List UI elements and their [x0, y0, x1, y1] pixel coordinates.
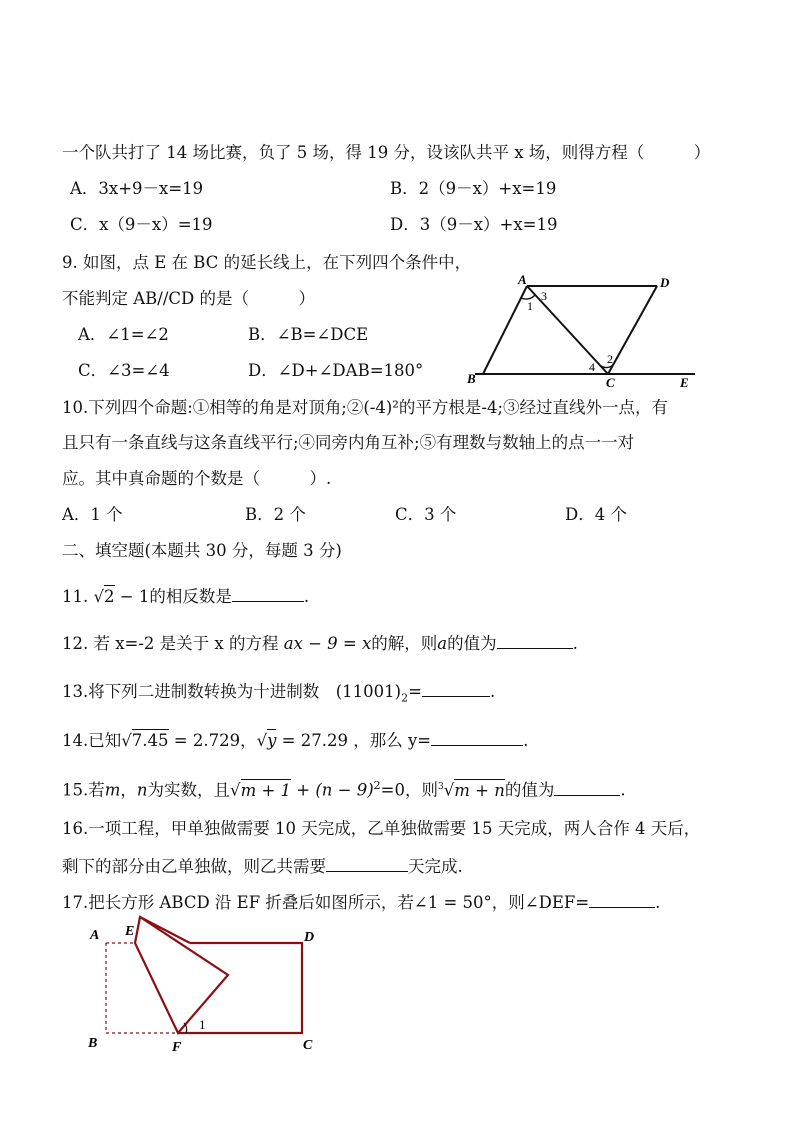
q13-base: 2: [401, 691, 409, 705]
q11-text: − 1的相反数是: [114, 587, 232, 606]
q13-pre: 13.将下列二进制数转换为十进制数: [62, 682, 336, 701]
q14-eq1: = 2.729，: [168, 731, 257, 750]
q11-number: 11.: [62, 587, 89, 606]
q9-angle-1: 1: [527, 299, 533, 313]
sqrt-symbol: √: [93, 587, 105, 606]
q15-post: 的值为: [504, 780, 555, 800]
q15: [62, 776, 626, 801]
q8-option-c: C．x（9－x）=19: [70, 215, 213, 234]
q17-flap-top: [140, 917, 190, 943]
section-fill-in-heading: 二、填空题(本题共 30 分，每题 3 分): [62, 541, 342, 560]
q15-root-index: 3: [438, 782, 444, 792]
cbrt-symbol: √: [443, 780, 455, 800]
q9-angle-2: 2: [607, 352, 613, 366]
q15-pre: 15.若: [62, 780, 105, 800]
q10-option-b: B．2 个: [245, 505, 306, 524]
q13-binary: (11001): [335, 682, 402, 701]
q9-option-d: D．∠D+∠DAB=180°: [248, 361, 424, 380]
q17-angle-1: 1: [199, 1017, 206, 1032]
q12-end: .: [572, 634, 578, 653]
q11-answer-blank: [232, 585, 304, 602]
q9-angle-4: 4: [589, 360, 595, 374]
q13-end: .: [489, 682, 496, 701]
q10-line3: 应。其中真命题的个数是（ ）.: [62, 469, 332, 488]
q11-radicand: 2: [104, 587, 115, 606]
q8-stem: 一个队共打了 14 场比赛，负了 5 场，得 19 分，设该队共平 x 场，则得方程（ ）: [62, 143, 711, 162]
q8-option-a: A．3x+9－x=19: [70, 179, 204, 198]
q12-pre: 12. 若 x=-2 是关于 x 的方程: [62, 634, 284, 653]
q9-stem-line1: 9. 如图，点 E 在 BC 的延长线上，在下列四个条件中，: [62, 253, 472, 272]
q16-line2-post: 天完成.: [408, 857, 463, 876]
q9-angle-3: 3: [541, 289, 547, 303]
q9-option-b: B．∠B=∠DCE: [248, 325, 369, 344]
q17-pre: 17.把长方形 ABCD 沿 EF 折叠后如图所示，若∠1 = 50°，则∠DEF=: [62, 893, 590, 912]
q9-option-a: A．∠1=∠2: [78, 325, 169, 344]
q12-post: 的值为: [447, 634, 497, 653]
q17-label-c: C: [303, 1038, 313, 1053]
q15-answer-blank: [554, 779, 620, 796]
q16-line1: 16.一项工程，甲单独做需要 10 天完成，乙单独做需要 15 天完成，两人合作 4 天后，: [62, 819, 701, 838]
q17-end: .: [655, 893, 661, 912]
q17-rect-outline: [178, 943, 302, 1033]
q9-label-e: E: [680, 375, 689, 390]
q10-option-d: D．4 个: [565, 505, 627, 524]
q15-sep: ，: [120, 780, 137, 800]
q14-pre: 14.已知: [62, 731, 122, 750]
q13-answer-blank: [422, 680, 490, 697]
q8-option-b: B．2（9－x）+x=19: [390, 179, 557, 198]
q15-radicand-1: m + 1: [240, 780, 292, 800]
q9-figure: [455, 270, 715, 395]
q15-mid: 为实数，且: [147, 780, 231, 800]
q14-eq2: = 27.29 ，那么 y=: [276, 731, 432, 750]
q17-label-f: F: [172, 1040, 182, 1055]
q9-line-ab: [483, 286, 527, 374]
q17: [62, 891, 660, 913]
q8-option-d: D．3（9－x）+x=19: [390, 215, 558, 234]
q17-label-e: E: [125, 924, 135, 939]
q15-m: m: [104, 780, 121, 800]
q12-equation: ax − 9 = x: [283, 634, 372, 653]
q12-mid: 的解，则: [371, 634, 438, 653]
q14-radicand-1: 7.45: [131, 731, 169, 750]
q9-line-ac: [527, 286, 608, 374]
q11: [62, 585, 309, 607]
q15-n: n: [136, 780, 148, 800]
q9-label-a: A: [518, 272, 527, 287]
sqrt-symbol: √: [230, 780, 241, 800]
q12-answer-blank: [497, 632, 573, 649]
q12-var: a: [437, 634, 448, 653]
q17-folded-flap: [135, 917, 228, 1033]
q10-line1: 10.下列四个命题:①相等的角是对顶角;②(-4)²的平方根是-4;③经过直线外一点，有: [62, 398, 669, 417]
q14: [62, 729, 528, 751]
q9-label-d: D: [660, 275, 670, 290]
q12: [62, 632, 578, 654]
sqrt-symbol: √: [121, 731, 132, 750]
q10-option-a: A．1 个: [62, 505, 123, 524]
q10-option-c: C．3 个: [395, 505, 457, 524]
q15-square: 2: [373, 779, 381, 792]
q15-radicand-2: m + n: [454, 780, 505, 800]
q16-answer-blank: [326, 855, 408, 872]
q9-line-dc: [608, 286, 657, 374]
q9-stem-line2: 不能判定 AB//CD 的是（ ）: [62, 289, 316, 308]
q16-line2: [62, 855, 463, 877]
q17-figure: [80, 915, 330, 1060]
q9-option-c: C．∠3=∠4: [78, 361, 170, 380]
q14-answer-blank: [431, 729, 523, 746]
q17-label-b: B: [88, 1036, 98, 1051]
q14-radicand-2: y: [267, 731, 277, 750]
q11-end: .: [303, 587, 310, 606]
q10-line2: 且只有一条直线与这条直线平行;④同旁内角互补;⑤有理数与数轴上的点一一对: [62, 433, 635, 452]
sqrt-symbol: √: [256, 731, 268, 750]
q9-label-b: B: [467, 371, 476, 386]
q15-mid2: + (n − 9): [291, 780, 374, 800]
q15-mid3: =0，则: [380, 780, 438, 800]
q17-answer-blank: [589, 891, 655, 908]
q17-label-d: D: [304, 930, 315, 945]
q9-label-c: C: [606, 375, 615, 390]
q17-label-a: A: [90, 928, 100, 943]
q15-end: .: [620, 780, 626, 800]
q14-end: .: [523, 731, 529, 750]
q13: [62, 680, 495, 708]
q16-line2-pre: 剩下的部分由乙单独做，则乙共需要: [62, 857, 326, 876]
q13-eq: =: [408, 682, 422, 701]
